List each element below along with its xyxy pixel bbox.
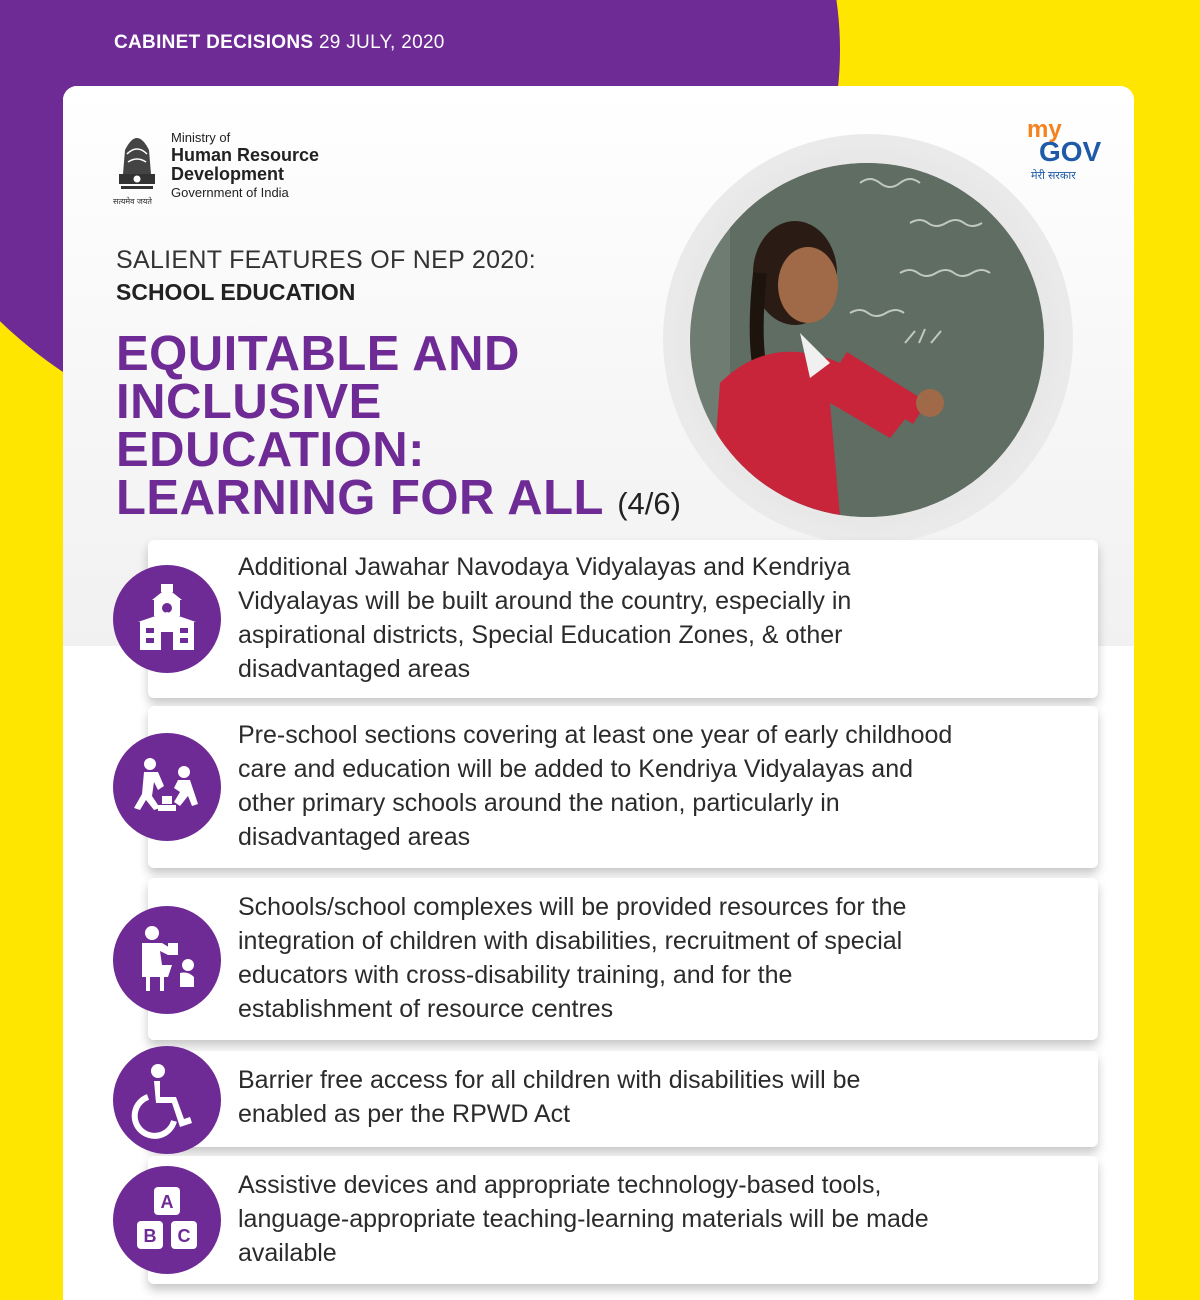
banner-title: CABINET DECISIONS	[114, 32, 314, 53]
feature-text: Assistive devices and appropriate technology-based tools, language-appropriate teaching-learning materials will be made available	[238, 1171, 929, 1267]
ministry-line-1: Ministry of	[171, 130, 231, 145]
headline-line-1: EQUITABLE AND	[116, 327, 520, 381]
mygov-gov: GOV	[1039, 136, 1102, 167]
feature-text: Additional Jawahar Navodaya Vidyalayas and Kendriya Vidyalayas will be built around the country, especially in aspirational districts, Special Education Zones, & other disadvantaged areas	[238, 553, 852, 683]
main-headline	[116, 327, 681, 528]
headline-line-4: LEARNING FOR ALL	[116, 471, 604, 525]
feature-card	[148, 706, 1098, 868]
feature-card	[148, 540, 1098, 698]
feature-text: Barrier free access for all children with disabilities will be enabled as per the RPWD Act	[238, 1066, 861, 1128]
wheelchair-icon	[113, 1046, 221, 1154]
feature-card	[148, 878, 1098, 1040]
content-card	[63, 86, 1134, 1300]
school-building-icon	[113, 565, 221, 673]
children-playing-icon	[113, 733, 221, 841]
feature-card	[148, 1156, 1098, 1284]
mygov-logo	[1027, 118, 1113, 184]
ministry-name-1: Human Resource	[171, 144, 320, 165]
ministry-name-2: Development	[171, 164, 285, 185]
headline-line-3: EDUCATION:	[116, 423, 425, 477]
feature-card	[148, 1051, 1098, 1147]
section-label: SCHOOL EDUCATION	[116, 279, 356, 305]
feature-text: Pre-school sections covering at least one year of early childhood care and education will be added to Kendriya Vidyalayas and other primary schools around the nation, particularly in disadvantaged areas	[238, 721, 953, 851]
ministry-block	[113, 130, 319, 202]
classroom-photo	[690, 163, 1044, 517]
page-indicator: (4/6)	[617, 486, 681, 521]
block-b: B	[143, 1226, 157, 1246]
national-emblem-icon	[113, 130, 161, 202]
banner	[114, 32, 445, 54]
mygov-tagline: मेरी सरकार	[1031, 170, 1076, 182]
block-c: C	[177, 1226, 191, 1246]
abc-blocks-icon	[113, 1166, 221, 1274]
feature-text: Schools/school complexes will be provided resources for the integration of children with disabilities, recruitment of special educators with cross-disability training, and for the establishment of resource centres	[238, 893, 907, 1023]
government-label: Government of India	[171, 185, 289, 201]
salient-features-heading: SALIENT FEATURES OF NEP 2020:	[116, 246, 536, 274]
motto-label: सत्यमेव जयते	[113, 197, 152, 206]
banner-date: 29 JULY, 2020	[318, 32, 445, 53]
teacher-child-icon	[113, 906, 221, 1014]
headline-line-2: INCLUSIVE	[116, 375, 382, 429]
mygov-my: my	[1027, 116, 1062, 143]
block-a: A	[160, 1192, 174, 1212]
